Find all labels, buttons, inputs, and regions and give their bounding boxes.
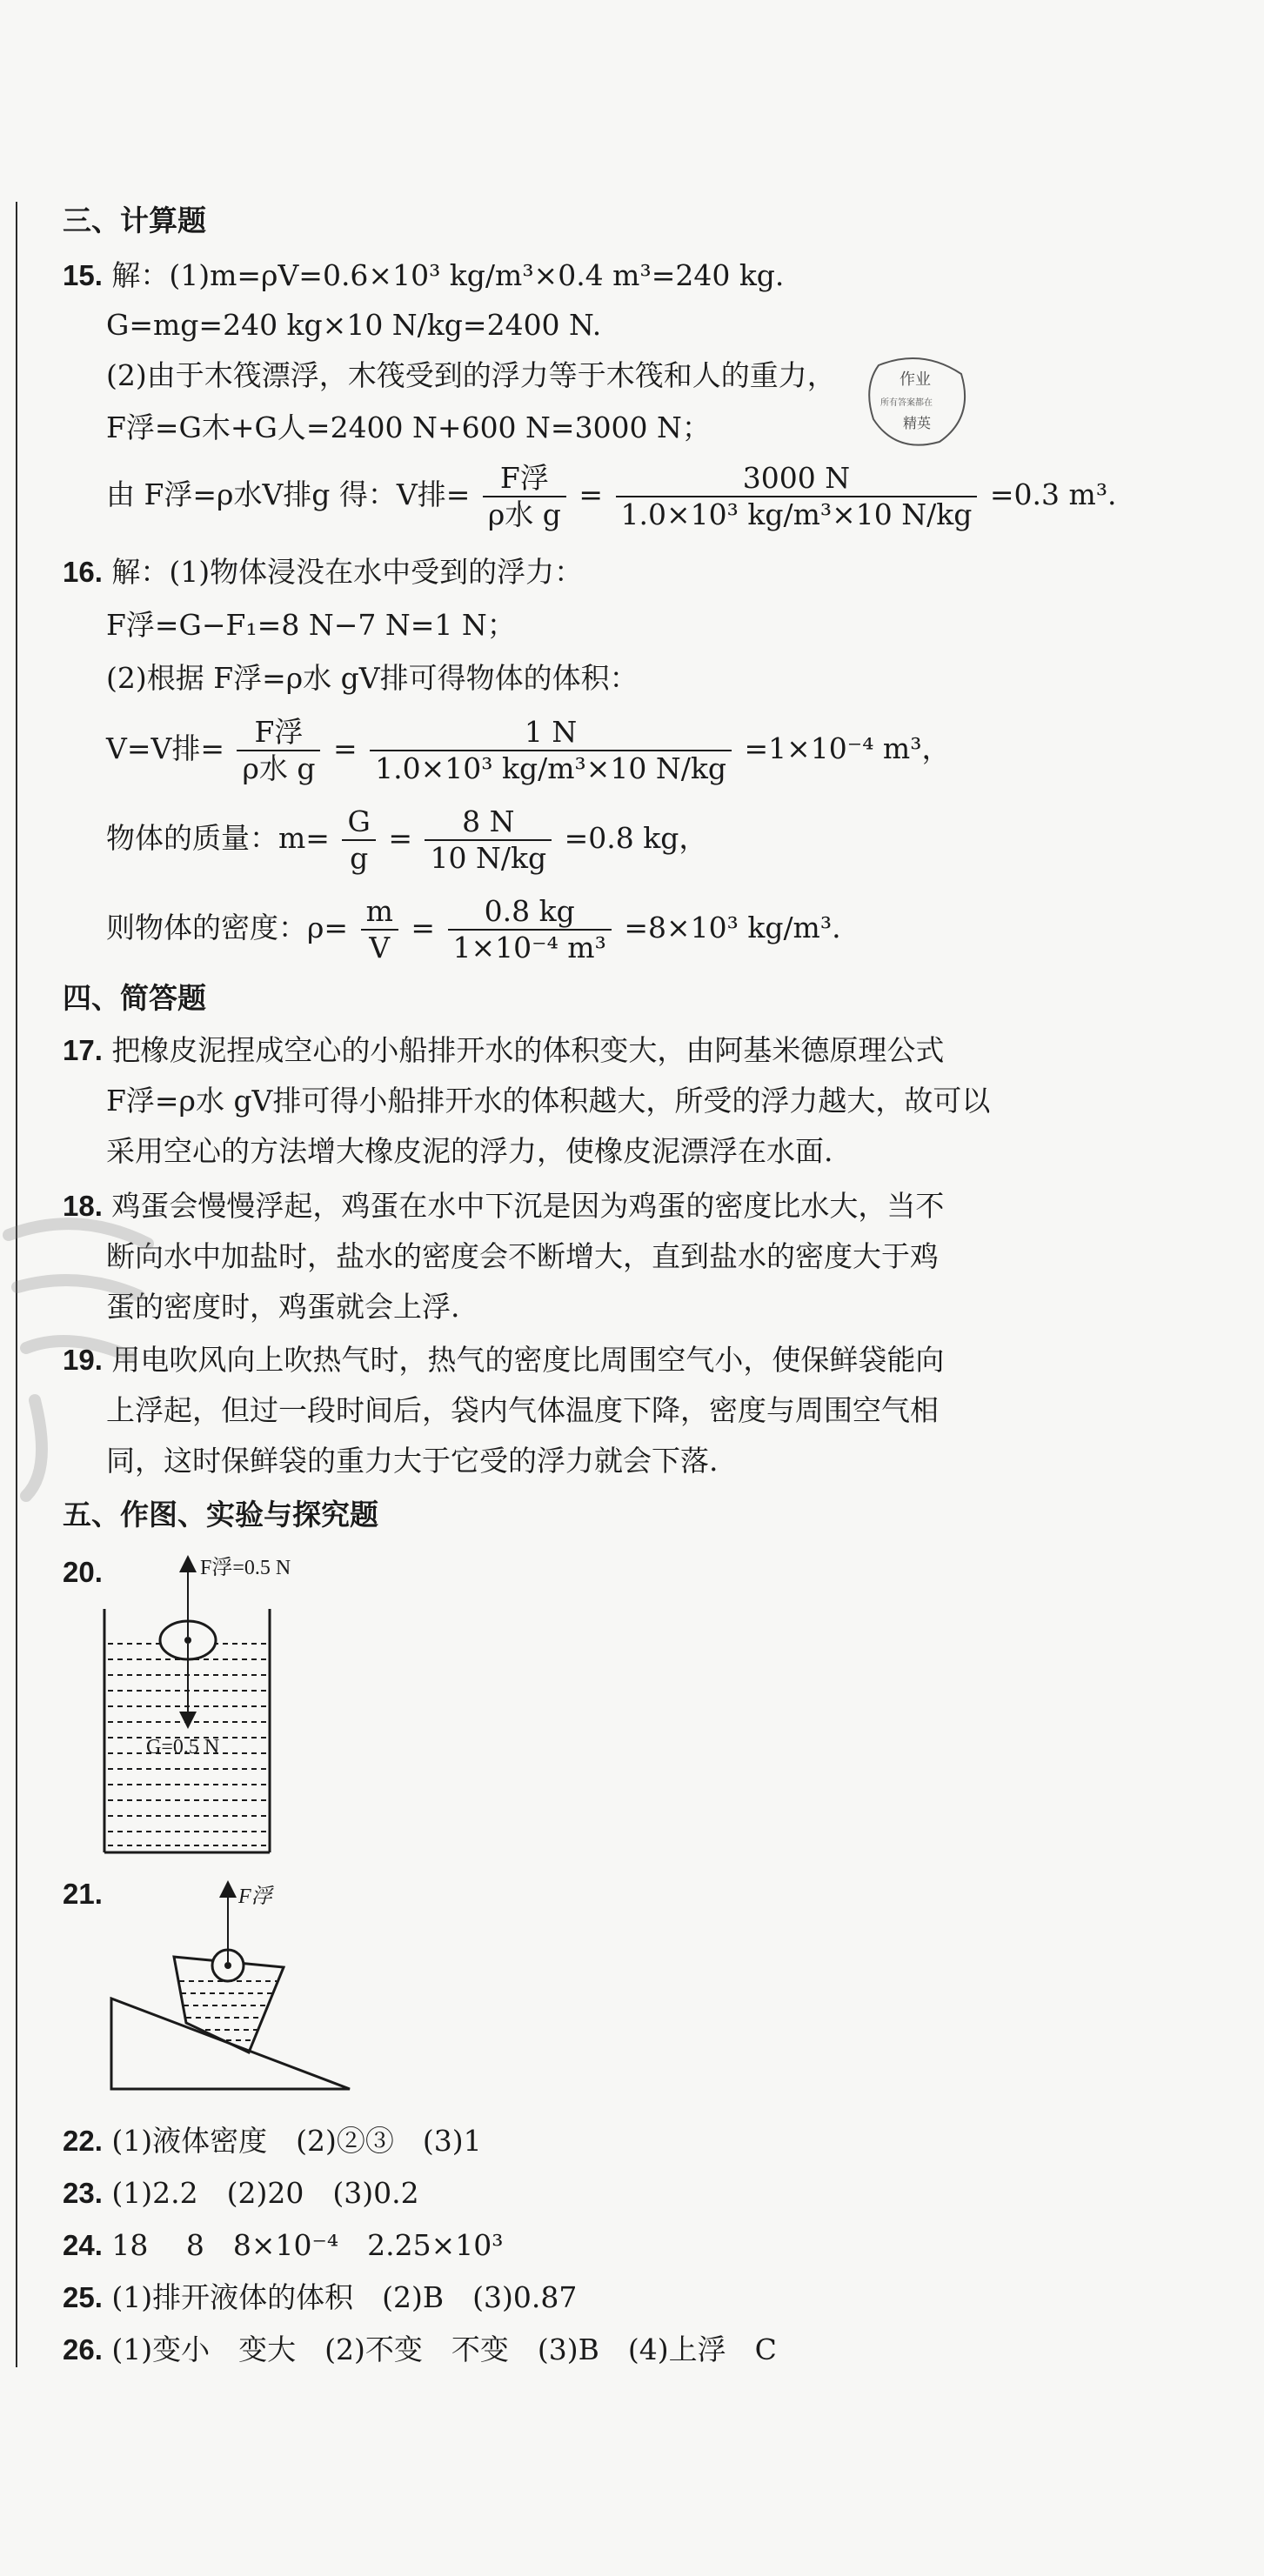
q15-line-1 <box>63 257 784 295</box>
question-number: 18. <box>63 1190 103 1222</box>
fraction-1n <box>370 715 732 786</box>
q16-text-6-pre: 则物体的密度：ρ= <box>106 911 349 944</box>
q18-text-1: 鸡蛋会慢慢浮起，鸡蛋在水中下沉是因为鸡蛋的密度比水大，当不 <box>111 1189 945 1223</box>
q25-line <box>63 2279 577 2317</box>
numerator: 1 N <box>370 715 732 751</box>
question-number: 23. <box>63 2177 103 2209</box>
q16-text-5-pre: 物体的质量：m= <box>106 821 330 855</box>
stamp-line-1: 作业 <box>900 370 931 389</box>
watermark-graphic <box>0 1209 157 1505</box>
q16-line-3: (2)根据 F浮=ρ水 gV排可得物体的体积： <box>106 661 639 695</box>
question-number: 19. <box>63 1344 103 1376</box>
numerator: 3000 N <box>616 461 978 497</box>
question-number: 20. <box>63 1556 103 1588</box>
fraction-8n <box>425 804 552 876</box>
numerator: 8 N <box>425 804 552 841</box>
q19-text-1: 用电吹风向上吹热气时，热气的密度比周围空气小，使保鲜袋能向 <box>111 1343 945 1377</box>
fraction-buoyancy-over-rho-g <box>237 715 320 786</box>
question-number: 26. <box>63 2333 103 2366</box>
denominator: 1.0×10³ kg/m³×10 N/kg <box>620 497 973 531</box>
numerator: G <box>342 804 375 841</box>
q23-answer: (1)2.2 (2)20 (3)0.2 <box>111 2176 419 2210</box>
gravity-label: G=0.5 N <box>146 1736 220 1758</box>
q15-text-5-pre: 由 F浮=ρ水V排g 得：V排= <box>106 477 471 511</box>
question-number: 22. <box>63 2125 103 2157</box>
q18-line-1 <box>63 1187 944 1225</box>
q16-line-5 <box>106 804 707 876</box>
q22-line <box>63 2122 482 2160</box>
center-of-mass <box>184 1637 191 1644</box>
section-heading-calculation: 三、计算题 <box>63 204 206 237</box>
question-number: 17. <box>63 1034 103 1066</box>
q18-line-3: 蛋的密度时，鸡蛋就会上浮. <box>106 1290 460 1324</box>
equals-sign: = <box>411 911 436 944</box>
numerator: F浮 <box>237 715 320 751</box>
stamp-line-3: 精英 <box>903 415 932 431</box>
denominator: 10 N/kg <box>430 841 547 875</box>
fraction-buoyancy-over-rho-g <box>483 461 566 532</box>
fraction-g-over-g <box>342 804 375 876</box>
q21-incline-beaker-diagram <box>96 1870 374 2105</box>
question-number: 15. <box>63 259 103 291</box>
denominator: V <box>369 931 391 964</box>
q16-line-6 <box>106 894 841 965</box>
q16-text-1: 解：(1)物体浸没在水中受到的浮力： <box>111 555 584 589</box>
equals-sign: = <box>578 477 604 511</box>
denominator: ρ水 g <box>487 497 561 531</box>
q16-line-4 <box>106 715 950 786</box>
fraction-0p8kg <box>448 894 612 965</box>
numerator: m <box>361 894 398 931</box>
q16-text-4-post: =1×10⁻⁴ m³， <box>744 731 951 765</box>
q26-line <box>63 2331 777 2369</box>
buoyancy-label: F浮=0.5 N <box>200 1557 291 1579</box>
q15-line-2: G=mg=240 kg×10 N/kg=2400 N. <box>106 308 602 342</box>
q16-text-5-post: =0.8 kg， <box>564 821 708 855</box>
q25-answer: (1)排开液体的体积 (2)B (3)0.87 <box>111 2280 578 2314</box>
stamp-line-2: 所有答案都在 <box>880 398 933 408</box>
question-number: 21. <box>63 1878 103 1910</box>
q19-line-1 <box>63 1341 944 1379</box>
q15-line-4: F浮=G木+G人=2400 N+600 N=3000 N； <box>106 410 711 444</box>
q15-text-1: 解：(1)m=ρV=0.6×10³ kg/m³×0.4 m³=240 kg. <box>111 258 785 292</box>
q16-text-4-pre: V=V排= <box>106 731 224 765</box>
homework-stamp <box>861 348 974 452</box>
numerator: 0.8 kg <box>448 894 612 931</box>
q17-text-1: 把橡皮泥捏成空心的小船排开水的体积变大，由阿基米德原理公式 <box>111 1033 945 1067</box>
q17-line-1 <box>63 1031 944 1070</box>
q15-text-5-post: =0.3 m³. <box>989 477 1117 511</box>
question-number: 24. <box>63 2229 103 2261</box>
fraction-3000n <box>616 461 978 532</box>
q15-line-5 <box>106 461 1117 532</box>
denominator: g <box>350 841 369 875</box>
q24-line <box>63 2226 503 2265</box>
ball-center <box>224 1962 231 1969</box>
q15-line-3: (2)由于木筏漂浮，木筏受到的浮力等于木筏和人的重力， <box>106 358 836 392</box>
equals-sign: = <box>332 731 358 765</box>
question-number: 16. <box>63 556 103 588</box>
q16-line-2: F浮=G−F₁=8 N−7 N=1 N； <box>106 608 516 642</box>
denominator: 1×10⁻⁴ m³ <box>452 931 606 964</box>
section-heading-short-answer: 四、简答题 <box>63 981 206 1015</box>
numerator: F浮 <box>483 461 566 497</box>
q18-line-2: 断向水中加盐时，盐水的密度会不断增大，直到盐水的密度大于鸡 <box>106 1239 939 1273</box>
q19-line-2: 上浮起，但过一段时间后，袋内气体温度下降，密度与周围空气相 <box>106 1393 939 1427</box>
question-number: 25. <box>63 2281 103 2313</box>
q26-answer: (1)变小 变大 (2)不变 不变 (3)B (4)上浮 C <box>111 2332 777 2366</box>
equals-sign: = <box>388 821 412 855</box>
denominator: ρ水 g <box>242 751 316 785</box>
buoyancy-label: F浮 <box>238 1885 272 1908</box>
q17-line-2: F浮=ρ水 gV排可得小船排开水的体积越大，所受的浮力越大，故可以 <box>106 1084 991 1118</box>
q20-floating-object-diagram <box>96 1548 339 1861</box>
q16-text-6-post: =8×10³ kg/m³. <box>624 911 841 944</box>
q19-line-3: 同，这时保鲜袋的重力大于它受的浮力就会下落. <box>106 1444 719 1478</box>
q24-answer: 18 8 8×10⁻⁴ 2.25×10³ <box>111 2228 504 2262</box>
fraction-m-over-v <box>361 894 398 965</box>
q17-line-3: 采用空心的方法增大橡皮泥的浮力，使橡皮泥漂浮在水面. <box>106 1134 833 1168</box>
q23-line <box>63 2174 419 2212</box>
q16-line-1 <box>63 553 583 591</box>
q22-answer: (1)液体密度 (2)②③ (3)1 <box>111 2124 482 2158</box>
denominator: 1.0×10³ kg/m³×10 N/kg <box>375 751 726 785</box>
beaker-water-lines <box>179 1981 277 2040</box>
section-heading-drawing-experiment: 五、作图、实验与探究题 <box>63 1498 378 1532</box>
